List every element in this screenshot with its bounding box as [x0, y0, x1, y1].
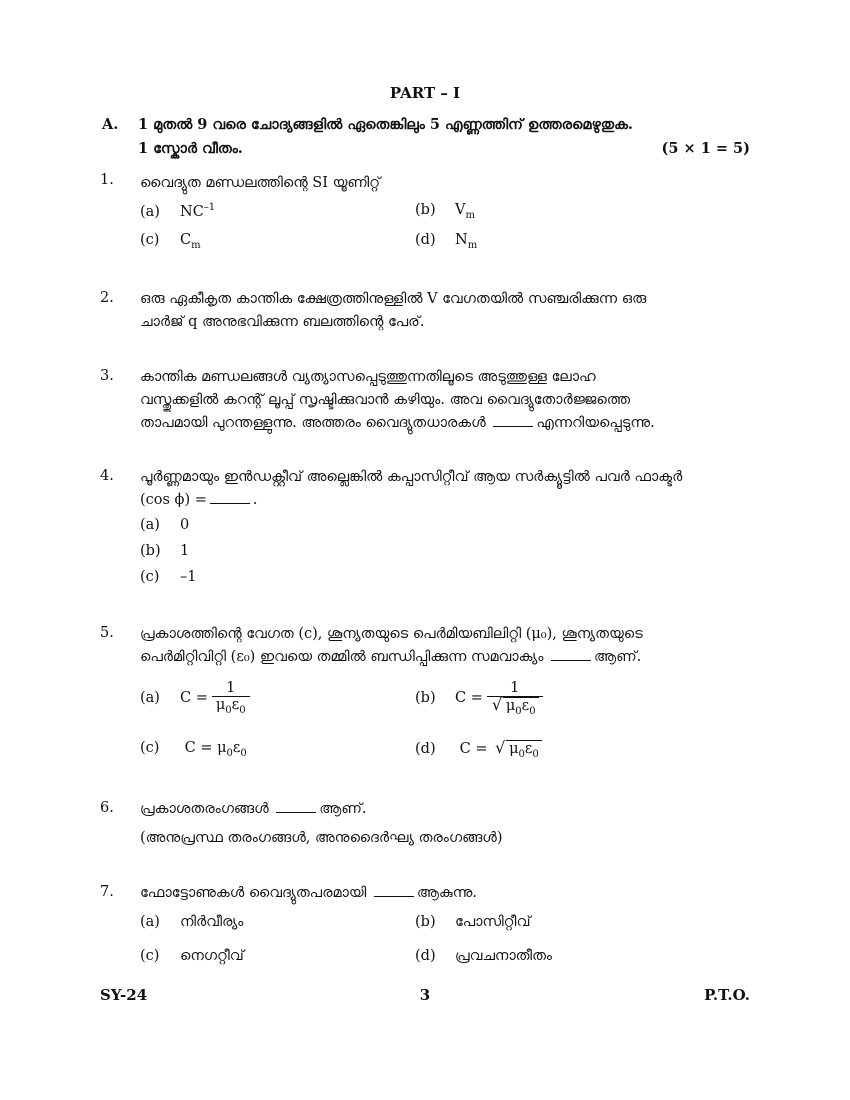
- q2-line1: ഒരു ഏകീകൃത കാന്തിക ക്ഷേത്രത്തിനുള്ളിൽ V വേഗതയിൽ സഞ്ചരിക്കുന്ന ഒരു: [140, 291, 647, 307]
- option-label: (b): [415, 690, 436, 707]
- footer-code: SY-24: [100, 986, 148, 1004]
- section-score-note: 1 സ്കോർ വീതം.: [138, 140, 243, 157]
- q4-line1: പൂർണ്ണമായും ഇൻഡക്റ്റീവ് അല്ലെങ്കിൽ കപ്പാസിറ്റീവ് ആയ സർക്യൂട്ടിൽ പവർ ഫാക്ടർ: [140, 469, 683, 485]
- q3-number: 3.: [100, 368, 114, 384]
- sqrt-symbol: √ $\mu_0\varepsilon_0$: [506, 740, 542, 760]
- option-label: (c): [140, 569, 160, 585]
- fraction: [487, 680, 543, 717]
- option-value: N: [455, 232, 468, 248]
- footer-pto: P.T.O.: [704, 986, 750, 1004]
- q1-text: വൈദ്യുത മണ്ഡലത്തിന്റെ SI യൂണിറ്റ്: [140, 175, 381, 191]
- q6-line1: [140, 798, 750, 821]
- q4-formula: (cos ϕ) =: [140, 492, 207, 508]
- q1-option-a: [140, 202, 215, 220]
- q6-text: [140, 798, 750, 850]
- q4-option-c: [140, 569, 196, 585]
- option-sup: –1: [203, 202, 216, 213]
- section-instruction: 1 മുതൽ 9 വരെ ചോദ്യങ്ങളിൽ ഏതെങ്കിലും 5 എണ്ണത്തിന് ഉത്തരമെഴുതുക.: [138, 116, 633, 133]
- option-label: (a): [140, 203, 160, 220]
- section-letter: A.: [102, 116, 119, 133]
- q7-option-a: [140, 914, 243, 930]
- option-value: നിർവീര്യം: [180, 914, 244, 930]
- q4-line2: (cos ϕ) = .: [140, 492, 258, 508]
- q4-number: 4.: [100, 468, 114, 484]
- formula-rhs: $\mu_0\varepsilon_0$: [217, 740, 247, 759]
- q1-option-d: [415, 232, 477, 251]
- q1-option-b: [415, 202, 475, 221]
- option-value: 0: [180, 517, 190, 533]
- q1-option-c: [140, 232, 201, 251]
- part-title: PART – I: [389, 84, 461, 102]
- option-label: (d): [415, 232, 436, 248]
- q5-line1: പ്രകാശത്തിന്റെ വേഗത (c), ശൂന്യതയുടെ പെർമിയബിലിറ്റി (μ₀), ശൂന്യതയുടെ: [140, 626, 643, 642]
- formula-lhs: C =: [180, 689, 208, 706]
- option-sub: m: [467, 239, 478, 251]
- option-value: NC: [180, 203, 204, 220]
- q5-option-b: [415, 680, 543, 717]
- option-value: V: [455, 202, 466, 218]
- q7-option-b: [415, 914, 531, 930]
- q7-line1: [140, 882, 750, 905]
- q2-number: 2.: [100, 290, 114, 306]
- option-label: (b): [415, 914, 436, 930]
- fraction-denominator: $\mu_0\varepsilon_0$: [212, 696, 250, 716]
- formula-lhs: C =: [184, 740, 213, 756]
- fraction-numerator: 1: [226, 680, 236, 696]
- q6-line1-end: ആണ്.: [319, 801, 367, 817]
- q7-line1-end: ആകുന്നു.: [416, 885, 477, 901]
- option-label: (d): [415, 741, 436, 757]
- q6-line2: (അനുപ്രസ്ഥ തരംഗങ്ങൾ, അനുദൈർഘ്യ തരംഗങ്ങൾ): [140, 830, 503, 846]
- q5-option-c: [140, 740, 247, 759]
- q7-line1-start: ഫോട്ടോണുകൾ വൈദ്യുതപരമായി: [140, 885, 367, 901]
- fraction: [212, 680, 250, 716]
- q4-option-a: [140, 517, 189, 533]
- answer-blank: [210, 502, 250, 504]
- q1-number: 1.: [100, 172, 114, 188]
- q7-text: [140, 882, 750, 905]
- answer-blank: [374, 895, 414, 897]
- q5-option-d: [415, 740, 542, 760]
- q5-line2-end: ആണ്.: [594, 649, 642, 665]
- q3-line3: [140, 412, 750, 435]
- option-sub: m: [465, 209, 475, 221]
- q7-option-d: [415, 948, 552, 964]
- q3-line3-start: താപമായി പുറന്തള്ളുന്നു. അത്തരം വൈദ്യുതധാരകൾ: [140, 415, 486, 431]
- option-sub: m: [191, 239, 201, 251]
- option-value: –1: [180, 569, 197, 585]
- q4-text: [140, 466, 750, 512]
- formula-lhs: C =: [455, 690, 483, 707]
- q3-line3-end: എന്നറിയപ്പെടുന്നു.: [536, 415, 655, 431]
- option-label: (c): [140, 948, 160, 964]
- answer-blank: [551, 659, 591, 661]
- q2-line2: ചാർജ് q അനുഭവിക്കുന്ന ബലത്തിന്റെ പേര്.: [140, 314, 425, 330]
- q3-line2: വസ്തുക്കളിൽ കറന്റ് ലൂപ്പ് സൃഷ്ടിക്കുവാൻ കഴിയും. അവ വൈദ്യുതോർജ്ജത്തെ: [140, 392, 630, 408]
- fraction-denominator: [487, 696, 543, 717]
- answer-blank: [493, 425, 533, 427]
- answer-blank: [276, 811, 316, 813]
- q5-line2: [140, 646, 750, 669]
- q7-option-c: [140, 948, 244, 964]
- option-label: (b): [140, 543, 161, 559]
- option-label: (a): [140, 517, 160, 533]
- option-value: 1: [180, 543, 190, 559]
- option-label: (b): [415, 202, 436, 218]
- option-value: പ്രവചനാതീതം: [455, 948, 552, 964]
- option-label: (a): [140, 914, 160, 930]
- q7-number: 7.: [100, 884, 114, 900]
- sqrt-symbol: √ $\mu_0\varepsilon_0$: [503, 697, 539, 717]
- option-label: (a): [140, 689, 160, 706]
- q5-number: 5.: [100, 625, 114, 641]
- footer-page-number: 3: [419, 986, 431, 1004]
- fraction-numerator: 1: [510, 680, 520, 696]
- q6-line1-start: പ്രകാശതരംഗങ്ങൾ: [140, 801, 269, 817]
- option-value: പോസിറ്റീവ്: [455, 914, 531, 930]
- option-value: നെഗറ്റീവ്: [180, 948, 244, 964]
- q6-number: 6.: [100, 800, 114, 816]
- option-label: (c): [140, 740, 160, 756]
- option-label: (d): [415, 948, 436, 964]
- section-marks: (5 × 1 = 5): [661, 140, 750, 157]
- q5-line2-start: പെർമിറ്റിവിറ്റി (ε₀) ഇവയെ തമ്മിൽ ബന്ധിപ്പിക്കുന്ന സമവാക്യം: [140, 649, 544, 665]
- q5-text: [140, 623, 750, 669]
- q3-line1: കാന്തിക മണ്ഡലങ്ങൾ വ്യത്യാസപ്പെടുത്തുന്നതിലൂടെ അടുത്തുള്ള ലോഹ: [140, 369, 596, 385]
- q3-text: [140, 366, 750, 435]
- formula-lhs: C =: [459, 741, 488, 757]
- option-label: (c): [140, 232, 160, 248]
- option-value: C: [180, 232, 192, 248]
- q4-option-b: [140, 543, 189, 559]
- q2-text: [140, 288, 750, 334]
- q5-option-a: [140, 680, 250, 716]
